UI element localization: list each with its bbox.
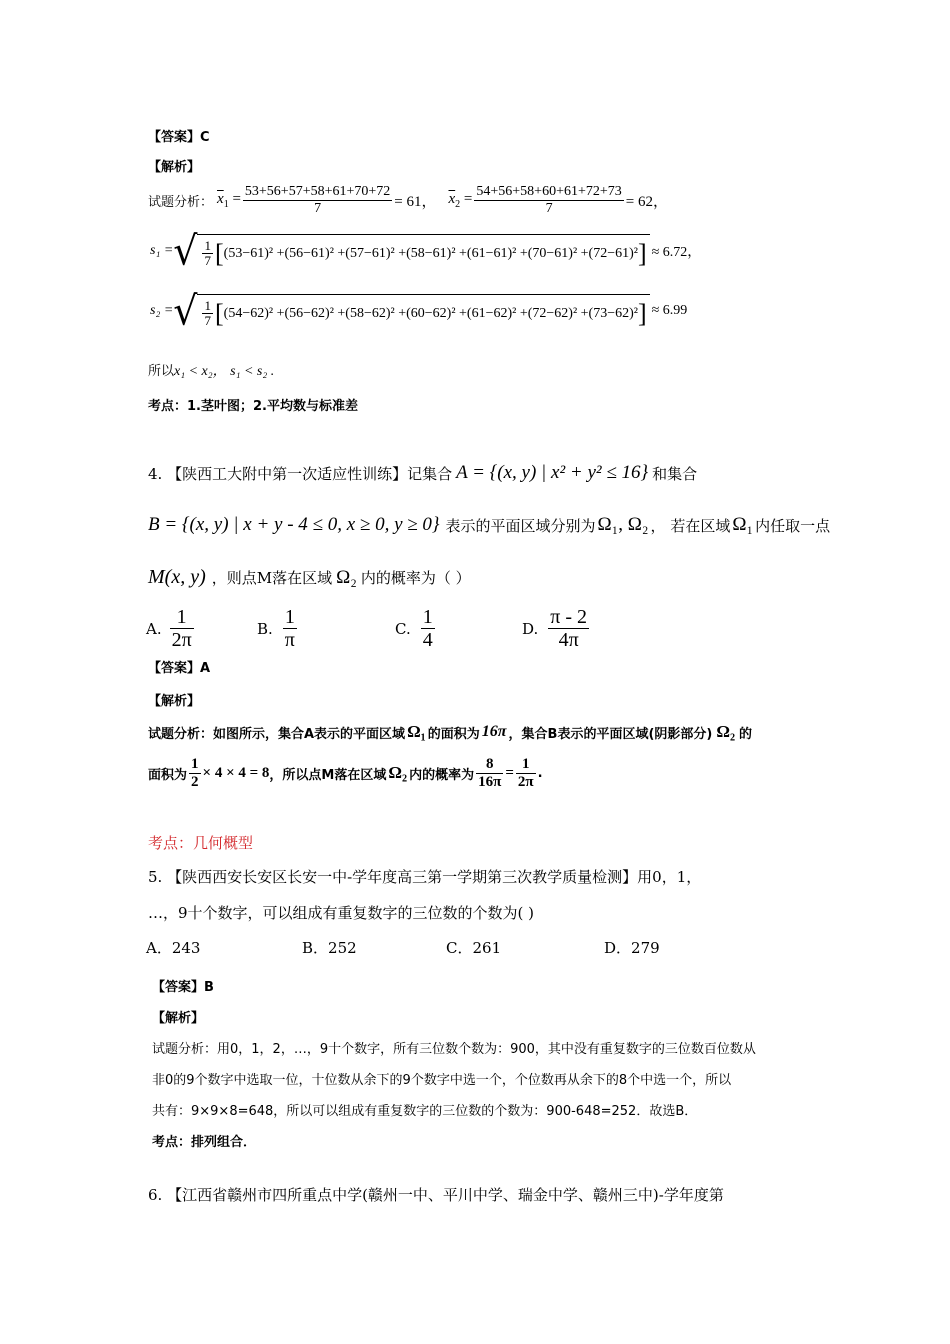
q4-option-d (522, 606, 591, 651)
q3-s2-lhs: s₂ = (150, 303, 174, 318)
q4-analysis-line1 (148, 722, 752, 742)
q4-option-a-label: A. (146, 619, 162, 638)
q4-analysis2-result-den: 2π (517, 773, 534, 790)
q4-option-d-label: D. (522, 619, 539, 638)
q4-setA: A = {(x, y) | x² + y² ≤ 16} (456, 462, 649, 483)
q3-s2-result: ≈ 6.99 (651, 303, 688, 318)
q4-option-b-den: π (284, 629, 295, 651)
q4-answer-label: 【答案】A (148, 661, 211, 676)
q4-pointM: M(x, y) (148, 566, 206, 588)
q4-analysis2-half-den: 2 (191, 773, 199, 790)
q3-conclusion (148, 360, 274, 380)
q4-analysis2-e: 内的概率为 (409, 767, 475, 783)
q4-option-c-num: 1 (422, 606, 433, 628)
q3-s1-formula (150, 227, 702, 275)
q4-option-a (146, 606, 196, 651)
q3-s2-sqrt: √ $\frac{1}{7}$ [ (54−62)² +(56−62)² +(58−62)² +(60−62)² +(61−62)² +(72−62)² +(73−62)² ] (173, 292, 649, 330)
q4-analysis1-omega1: Ω₁ (407, 722, 426, 741)
q4-analysis1-g: 的 (739, 726, 753, 742)
q4-option-c (395, 606, 437, 651)
q4-kaodian: 考点：几何概型 (148, 834, 254, 852)
q4-option-d-num: π - 2 (550, 606, 588, 628)
q4-analysis2-result-num: 1 (516, 756, 536, 774)
q4-analysis1-omega2: Ω₂ (716, 722, 736, 741)
q4-line3-mid: ，则点M落在区域 (211, 569, 333, 587)
q4-analysis2-a: 面积为 (148, 767, 188, 783)
q4-analysis1-area: 16π (481, 723, 507, 740)
q4-option-c-den: 4 (422, 629, 433, 651)
q5-option-a: A．243 (146, 939, 201, 957)
q3-x1-numerator: 53+56+57+58+61+70+72 (244, 184, 391, 200)
q6-line1: 6. 【江西省赣州市四所重点中学(赣州一中、平川中学、瑞金中学、赣州三中)-学年度第 (148, 1186, 724, 1204)
q5-answer-label: 【答案】B (152, 980, 214, 995)
q4-analysis2-product: × 4 × 4 = 8 (202, 764, 270, 781)
q5-option-c: C．261 (446, 939, 502, 957)
q4-line2-mid: 表示的平面区域分别为 (445, 516, 596, 535)
q4-analysis-line2 (148, 756, 543, 790)
q4-analysis2-equals: = (505, 764, 514, 781)
q4-analysis2-half-num: 1 (191, 756, 199, 772)
q3-x2-symbol: $\overline{x}_2$ = (448, 190, 473, 210)
q4-line1 (148, 462, 697, 484)
q4-analysis2-c: ，所以点M落在区域 (269, 767, 387, 783)
q3-x2-result: = 62， (625, 193, 668, 210)
q4-omegas: Ω₁, Ω₂ (597, 514, 649, 535)
q5-analysis-label: 【解析】 (152, 1011, 205, 1026)
q4-line3 (148, 566, 471, 589)
q5-line2: …，9十个数字，可以组成有重复数字的三位数的个数为( ) (148, 904, 535, 922)
q3-analysis-label: 【解析】 (148, 160, 201, 175)
q4-option-b (257, 606, 299, 651)
q3-x1-fraction (243, 184, 392, 216)
q5-line1: 5. 【陕西西安长安区长安一中-学年度高三第一学期第三次教学质量检测】用0，1， (148, 868, 702, 886)
q3-x1-denominator: 7 (314, 200, 322, 216)
q4-omega1: Ω₁ (732, 514, 754, 535)
q3-s1-result: ≈ 6.72， (651, 245, 702, 260)
q4-option-a-den: 2π (171, 629, 192, 651)
q3-kaodian: 考点：1.茎叶图；2.平均数与标准差 (148, 399, 358, 414)
q3-s2-formula (150, 287, 688, 335)
q4-analysis2-omega2: Ω₂ (388, 763, 408, 782)
q4-analysis1-a: 试题分析：如图所示，集合A表示的平面区域 (148, 726, 406, 742)
q4-omega2: Ω₂ (336, 566, 357, 588)
q4-title: 4. 【陕西工大附中第一次适应性训练】记集合 (148, 464, 453, 483)
q5-option-d: D．279 (604, 939, 660, 957)
q4-option-c-label: C. (395, 619, 411, 638)
q4-line2-end: 内任取一点 (755, 516, 831, 535)
q4-analysis-label: 【解析】 (148, 694, 201, 709)
q4-option-b-label: B. (257, 619, 273, 638)
q3-means-line (148, 180, 668, 220)
q4-analysis1-c: 的面积为 (427, 726, 480, 742)
q5-kaodian: 考点：排列组合． (152, 1135, 257, 1150)
q3-x2-numerator: 54+56+58+60+61+72+73 (476, 184, 622, 200)
q4-setB: B = {(x, y) | x + y - 4 ≤ 0, x ≥ 0, y ≥ 0} (148, 514, 440, 535)
q4-analysis2-period: . (537, 765, 543, 781)
q4-analysis2-prob-num: 8 (476, 756, 503, 774)
q4-line2-suffix: ， 若在区域 (650, 516, 731, 535)
q3-s1-sqrt: √ $\frac{1}{7}$ [ (53−61)² +(56−61)² +(57−61)² +(58−61)² +(61−61)² +(70−61)² +(72−61)² ] (173, 232, 649, 270)
q4-option-d-den: 4π (558, 629, 579, 651)
q4-line2 (148, 514, 830, 536)
q4-option-b-num: 1 (283, 606, 297, 629)
q3-x2-denominator: 7 (545, 200, 553, 216)
q4-option-a-num: 1 (170, 606, 194, 629)
q3-answer-label: 【答案】C (148, 130, 210, 145)
q5-analysis-line2: 非0的9个数字中选取一位，十位数从余下的9个数字中选一个，个位数再从余下的8个中选一个，所以 (152, 1073, 732, 1088)
q3-x1-result: = 61， (394, 193, 437, 210)
q4-analysis2-prob-den: 16π (478, 773, 502, 790)
q4-analysis1-e: ，集合B表示的平面区域(阴影部分) (508, 726, 713, 742)
q3-conclusion-math: x₁ < x₂， s₁ < s₂ . (174, 364, 275, 379)
q5-analysis-line3: 共有：9×9×8=648，所以可以组成有重复数字的三位数的个数为：900-648=252．故选B． (152, 1104, 698, 1119)
q3-x1-symbol: $\overline{x}_1$ = (217, 190, 241, 210)
q5-analysis-line1: 试题分析：用0，1，2，…，9十个数字，所有三位数个数为：900，其中没有重复数字的三位数百位数从 (152, 1042, 756, 1057)
q3-s1-lhs: s₁ = (150, 243, 174, 258)
q4-line3-end: 内的概率为（ ） (360, 569, 471, 587)
q3-x2-fraction (474, 184, 623, 216)
q4-line1-suffix: 和集合 (652, 464, 698, 483)
q3-conclusion-prefix: 所以 (148, 364, 175, 379)
q3-s1-body: (53−61)² +(56−61)² +(57−61)² +(58−61)² +(61−61)² +(70−61)² +(72−61)² (223, 245, 638, 261)
q5-option-b: B．252 (302, 939, 357, 957)
q3-s2-body: (54−62)² +(56−62)² +(58−62)² +(60−62)² +(61−62)² +(72−62)² +(73−62)² (223, 305, 638, 321)
q3-intro: 试题分析： (148, 194, 214, 210)
